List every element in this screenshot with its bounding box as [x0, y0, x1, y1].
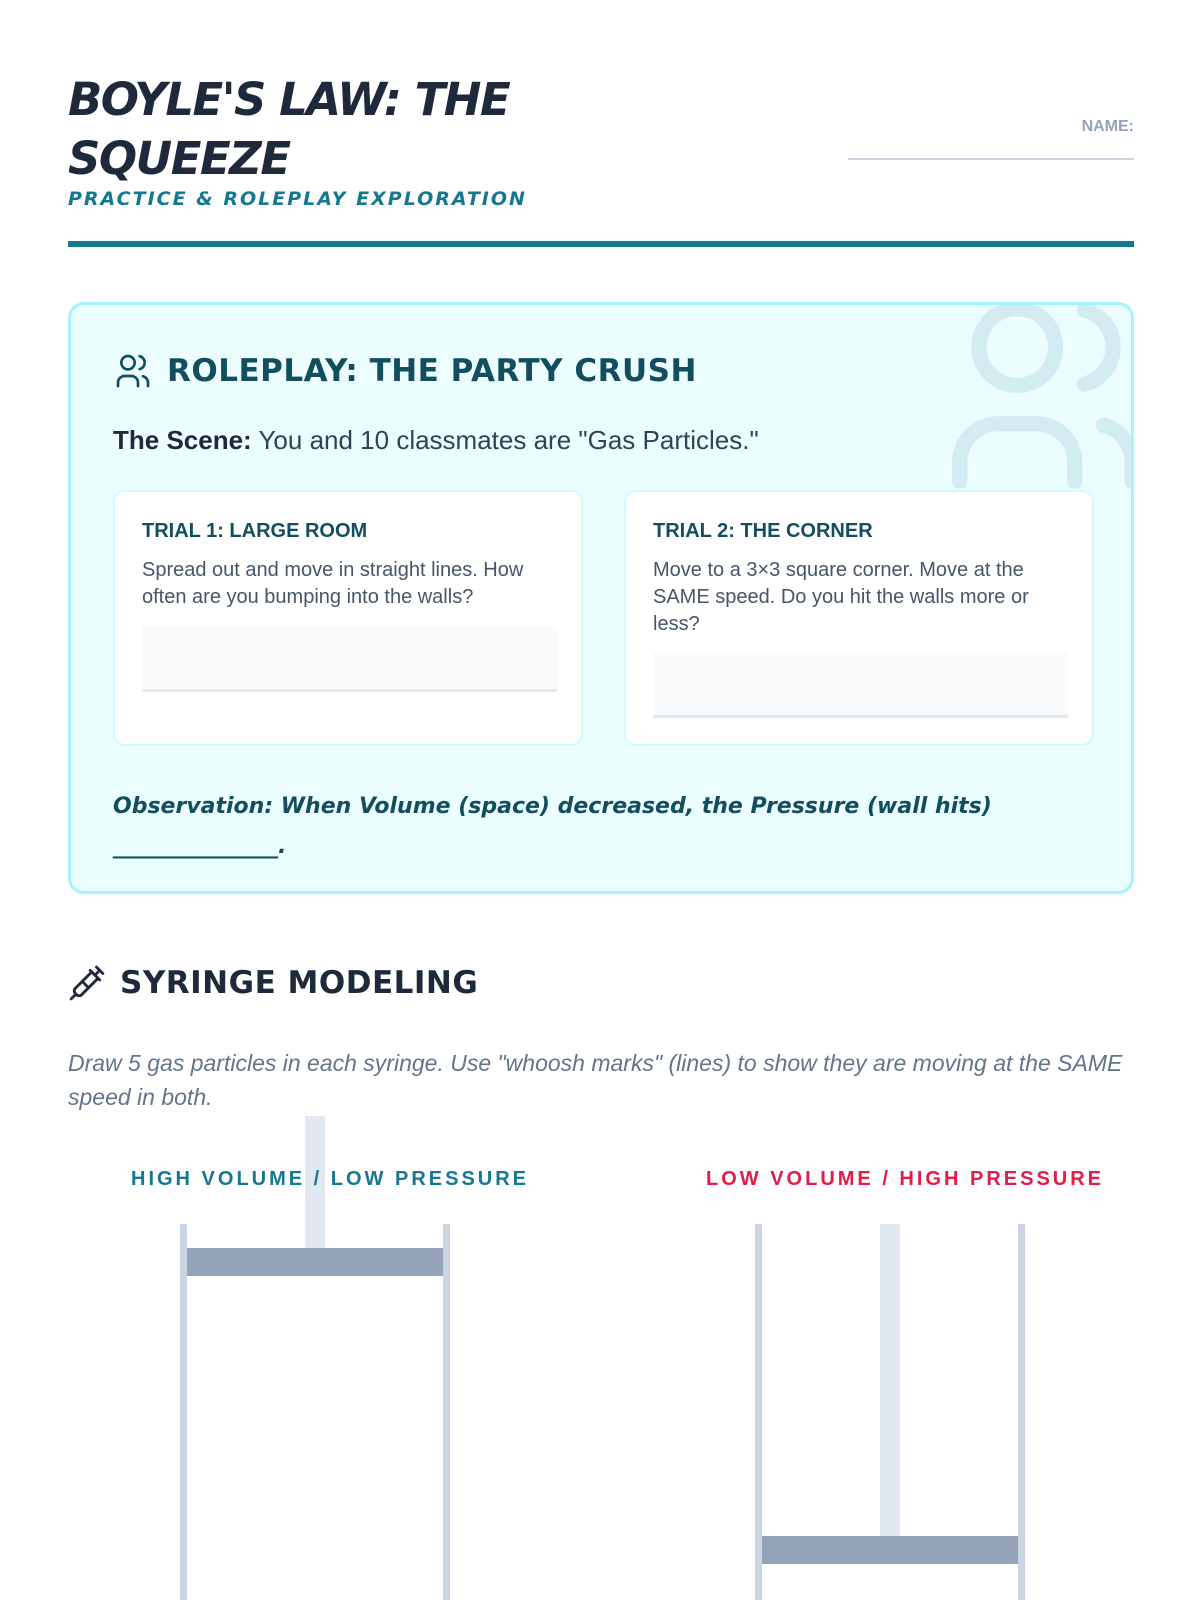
plunger-head [762, 1536, 1018, 1564]
plunger-rod [880, 1224, 900, 1544]
trial-1-answer-box[interactable] [142, 626, 557, 692]
syringe-heading [68, 964, 478, 1002]
syringe-label-low-volume: LOW VOLUME / HIGH PRESSURE [706, 1168, 1105, 1190]
page-title: BOYLE'S LAW: THE SQUEEZE [68, 73, 510, 185]
barrel-wall-left [755, 1224, 762, 1600]
barrel-wall-right [1018, 1224, 1025, 1600]
header-divider [68, 241, 1134, 247]
trial-title: TRIAL 2: THE CORNER [653, 520, 873, 542]
syringe-label-high-volume: HIGH VOLUME / LOW PRESSURE [131, 1168, 530, 1190]
observation-prompt: Observation: When Volume (space) decreased, the Pressure (wall hits) _______________. [113, 794, 992, 859]
trial-card-1 [113, 490, 583, 746]
trial-2-answer-box[interactable] [653, 652, 1068, 718]
name-label: NAME: [1081, 118, 1134, 135]
users-background-icon [931, 302, 1134, 510]
trial-prompt: Spread out and move in straight lines. How often are you bumping into the walls? [142, 559, 524, 608]
syringe-title: SYRINGE MODELING [120, 965, 479, 1001]
name-field[interactable] [848, 158, 1134, 160]
page-subtitle: PRACTICE & ROLEPLAY EXPLORATION [68, 188, 527, 210]
barrel-wall-right [443, 1224, 450, 1600]
scene-text: You and 10 classmates are "Gas Particles." [251, 425, 759, 455]
trial-prompt: Move to a 3×3 square corner. Move at the SAME speed. Do you hit the walls more or less? [653, 559, 1029, 635]
scene-description [113, 425, 759, 456]
syringe-instructions: Draw 5 gas particles in each syringe. Use "whoosh marks" (lines) to show they are moving at the SAME speed in both. [68, 1050, 1123, 1110]
header [68, 70, 1134, 210]
scene-label: The Scene: [113, 425, 252, 455]
roleplay-heading [113, 351, 697, 391]
trial-card-2 [624, 490, 1094, 746]
syringe-icon [68, 964, 106, 1002]
barrel-wall-left [180, 1224, 187, 1600]
roleplay-title: ROLEPLAY: THE PARTY CRUSH [167, 353, 697, 389]
users-icon [113, 351, 153, 391]
plunger-head [187, 1248, 443, 1276]
roleplay-panel [68, 302, 1134, 894]
trial-title: TRIAL 1: LARGE ROOM [142, 520, 368, 542]
